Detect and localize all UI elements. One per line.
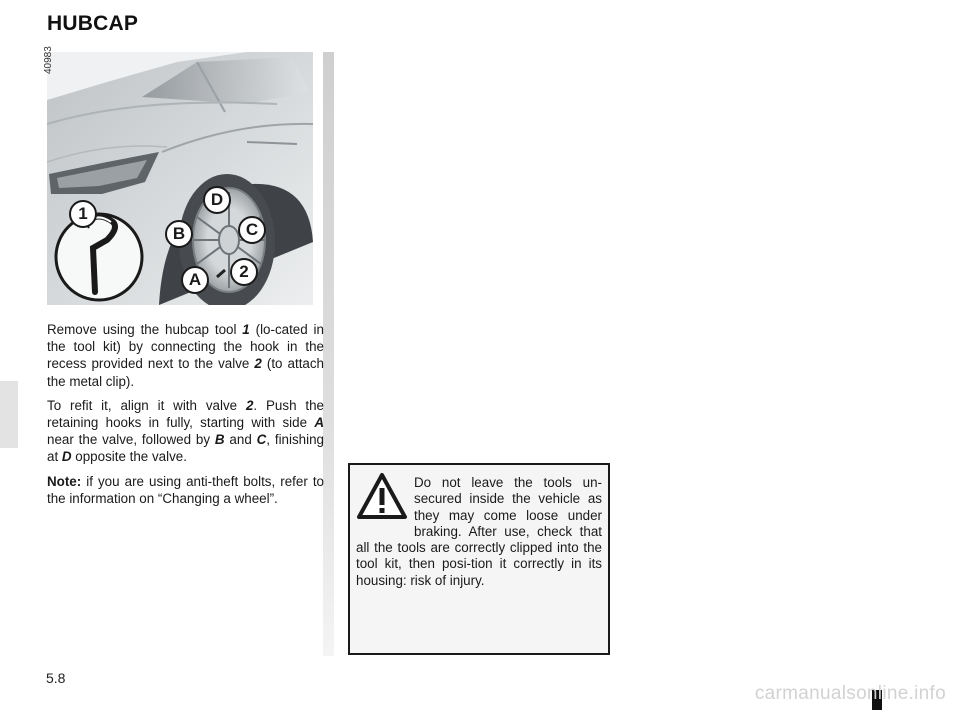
callout-C: C xyxy=(238,216,266,244)
page-number: 5.8 xyxy=(46,670,66,686)
text-run: Remove using the hubcap tool xyxy=(47,322,243,337)
ref-side-B: B xyxy=(214,432,225,448)
text-run: and xyxy=(224,432,257,448)
callout-B: B xyxy=(165,220,193,248)
callout-1: 1 xyxy=(69,200,97,228)
paragraph-note xyxy=(47,473,324,507)
text-run: , finishing at xyxy=(47,432,324,465)
callout-D: D xyxy=(203,186,231,214)
ref-side-A: A xyxy=(314,415,324,431)
note-label: Note: xyxy=(47,473,82,489)
paragraph-refit xyxy=(47,397,324,466)
instructions-text xyxy=(47,321,324,514)
warning-text: Do not leave the tools un-secured inside the vehicle as they may come loose under braking. After use, check that all the tools are correctly clipped into the tool kit, then posi-tion it correctly in its housing: risk of injury. xyxy=(356,475,602,588)
ref-side-D: D xyxy=(61,449,72,465)
watermark: carmanualsonline.info xyxy=(754,683,946,704)
warning-text-block xyxy=(356,475,602,589)
text-run: . Push the retaining hooks in fully, starting with side xyxy=(47,397,324,431)
ref-valve-2: 2 xyxy=(245,397,254,413)
text-run: (to attach the metal clip). xyxy=(47,356,325,389)
text-run: (lo-cated in the tool kit) by connecting the hook in the recess provided next to the valve xyxy=(47,322,324,372)
note-text: if you are using anti-theft bolts, refer to the information on “Changing a wheel”. xyxy=(47,473,324,506)
text-run: near the valve, followed by xyxy=(47,432,215,448)
callout-A: A xyxy=(181,266,209,294)
warning-box xyxy=(348,463,610,655)
page-title: HUBCAP xyxy=(47,12,139,35)
paragraph-remove xyxy=(47,321,324,390)
ref-side-C: C xyxy=(256,432,267,448)
car-wheel-drawing xyxy=(47,52,313,305)
ref-tool-1: 1 xyxy=(242,322,250,337)
callout-2: 2 xyxy=(230,258,258,286)
column-divider xyxy=(323,52,334,656)
section-tab xyxy=(0,381,18,448)
text-run: To refit it, align it with valve xyxy=(47,397,246,413)
text-run: opposite the valve. xyxy=(71,449,187,465)
illustration-ref-code: 40983 xyxy=(43,46,54,74)
ref-valve-2: 2 xyxy=(254,356,262,372)
hubcap-illustration xyxy=(43,46,313,305)
